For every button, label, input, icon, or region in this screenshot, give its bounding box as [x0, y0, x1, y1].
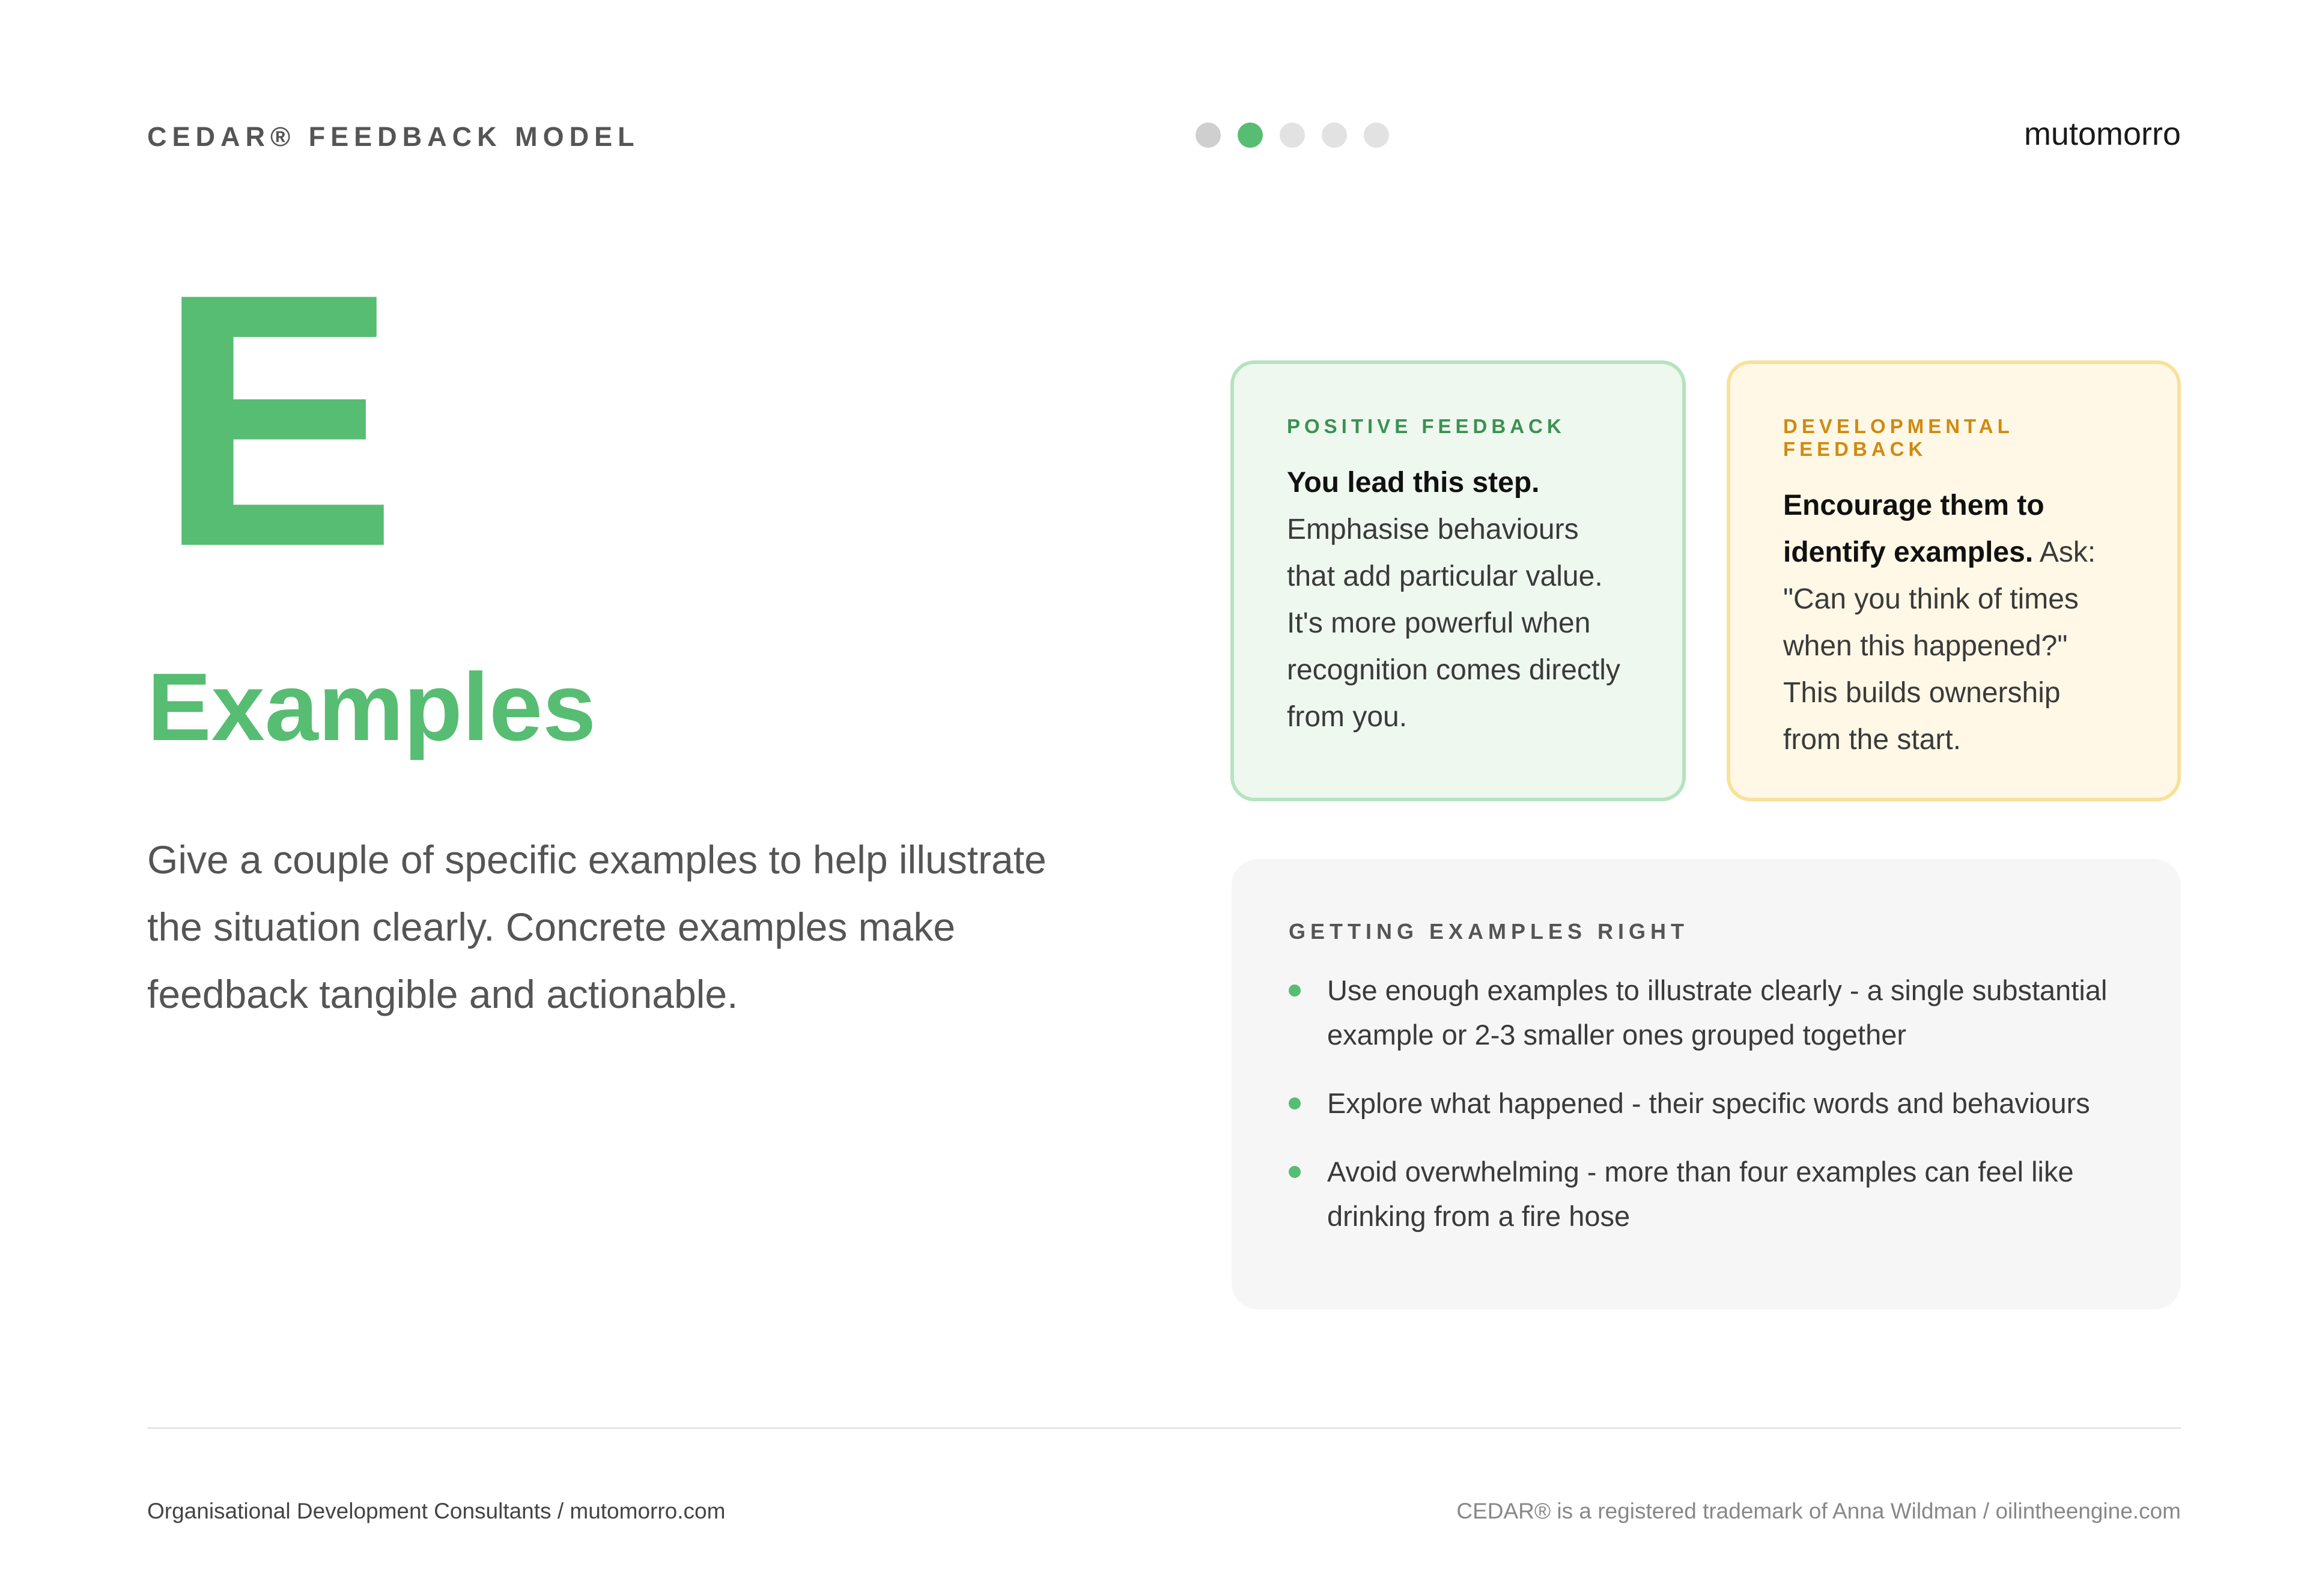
pager-dot-2-active[interactable] — [1238, 123, 1263, 148]
list-item — [1289, 968, 2124, 1057]
tips-list — [1289, 968, 2124, 1239]
positive-feedback-label: POSITIVE FEEDBACK — [1287, 415, 1566, 437]
developmental-feedback-card — [1727, 360, 2181, 801]
step-letter: E — [157, 219, 398, 622]
bullet-icon — [1289, 1166, 1301, 1178]
list-item — [1289, 1150, 2124, 1239]
brand-logo: mutomorro — [2023, 116, 2181, 152]
tips-title: GETTING EXAMPLES RIGHT — [1289, 919, 1689, 944]
developmental-feedback-text — [1783, 482, 2124, 763]
footer-right-text: CEDAR® is a registered trademark of Anna Wildman / oilintheengine.com — [1456, 1499, 2181, 1523]
step-title: Examples — [147, 653, 597, 760]
bullet-icon — [1289, 1097, 1301, 1109]
tips-panel — [1232, 859, 2181, 1309]
pager-dot-5[interactable] — [1364, 123, 1389, 148]
developmental-feedback-lead: Encourage them to identify examples. — [1783, 490, 2044, 568]
bullet-icon — [1289, 985, 1301, 997]
tip-text: Explore what happened - their specific words and behaviours — [1327, 1087, 2090, 1119]
footer-left-text: Organisational Development Consultants / mutomorro.com — [147, 1499, 726, 1523]
pager-dot-1[interactable] — [1196, 123, 1221, 148]
step-description: Give a couple of specific examples to help illustrate the situation clearly. Concrete examples make feedback tangible and actionable. — [147, 837, 1047, 1016]
positive-feedback-body: Emphasise behaviours that add particular value. It's more powerful when recognition comes directly from you. — [1287, 514, 1620, 733]
positive-feedback-text — [1287, 460, 1629, 741]
list-item — [1289, 1081, 2124, 1126]
pager-dot-4[interactable] — [1322, 123, 1347, 148]
developmental-feedback-label: DEVELOPMENTAL FEEDBACK — [1783, 415, 2014, 460]
header-title: CEDAR® FEEDBACK MODEL — [147, 121, 640, 152]
positive-feedback-lead: You lead this step. — [1287, 467, 1540, 499]
positive-feedback-card — [1230, 360, 1686, 801]
tip-text: Avoid overwhelming - more than four examples can feel like drinking from a fire hose — [1327, 1156, 2074, 1232]
pager-dot-3[interactable] — [1280, 123, 1305, 148]
developmental-feedback-body: Ask: "Can you think of times when this happened?" This builds ownership from the start. — [1783, 536, 2096, 756]
tip-text: Use enough examples to illustrate clearly - a single substantial example or 2-3 smaller ones grouped together — [1327, 974, 2108, 1051]
footer-divider — [147, 1427, 2181, 1429]
slide-pager — [1196, 123, 1389, 148]
